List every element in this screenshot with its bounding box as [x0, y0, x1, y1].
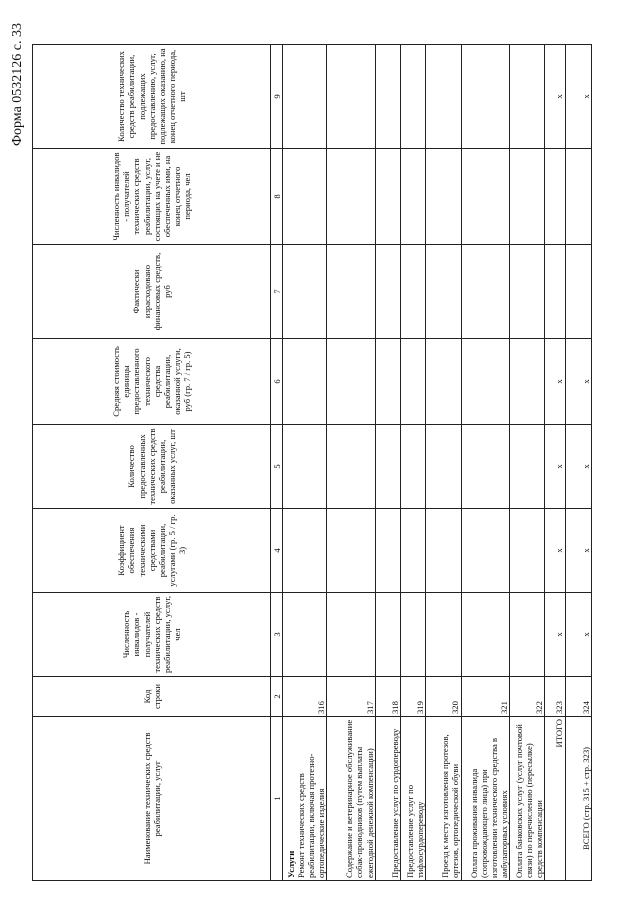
row-code: 318	[375, 677, 400, 717]
table-cell	[400, 45, 425, 149]
table-row	[426, 45, 461, 881]
table-cell	[565, 245, 591, 339]
table-cell	[282, 425, 326, 509]
table-cell	[282, 245, 326, 339]
table-cell: x	[565, 509, 591, 593]
column-number: 9	[271, 45, 282, 149]
table-cell	[375, 425, 400, 509]
row-code: 317	[327, 677, 376, 717]
table-cell	[510, 593, 545, 677]
table-cell: x	[545, 509, 565, 593]
table-cell	[327, 149, 376, 245]
row-name: Проезд к месту изготовления протезов, ортезов, ортопедической обуви	[440, 734, 461, 878]
table-cell: x	[565, 339, 591, 425]
row-code: 323	[545, 677, 565, 717]
table-cell	[400, 593, 425, 677]
table-cell: x	[545, 425, 565, 509]
column-number: 1	[271, 717, 282, 881]
table-cell	[375, 339, 400, 425]
table-row	[400, 45, 425, 881]
column-number: 8	[271, 149, 282, 245]
table-row	[510, 45, 545, 881]
table-cell: x	[545, 593, 565, 677]
header-cell: Количество предоставленных технических средств реабилитации, оказанных услуг, шт	[33, 425, 271, 509]
table-cell	[400, 339, 425, 425]
row-name: Содержание и ветеринарное обслуживание собак-проводников (путем выплаты ежегодной денежной компенсации)	[344, 719, 375, 878]
table-cell	[426, 245, 461, 339]
table-cell	[461, 245, 510, 339]
table-cell	[426, 149, 461, 245]
table-cell	[510, 509, 545, 593]
header-cell: Средняя стоимость единицы предоставленного технического средства реабилитации, оказанной услуги, руб (гр. 7 / гр. 5)	[33, 339, 271, 425]
table-cell	[426, 593, 461, 677]
table-cell	[461, 45, 510, 149]
total-row-name: ИТОГО	[545, 717, 565, 881]
table-cell	[400, 509, 425, 593]
table-cell	[282, 509, 326, 593]
table-cell	[461, 509, 510, 593]
table-cell	[400, 149, 425, 245]
table-cell	[327, 593, 376, 677]
header-cell: Численность инвалидов - получателей технических средств реабилитации, услуг, состоящих на учете и не обеспеченных ими, на конец отчетного периода, чел	[33, 149, 271, 245]
table-cell	[375, 509, 400, 593]
table-cell	[426, 339, 461, 425]
column-number: 4	[271, 509, 282, 593]
table-row	[327, 45, 376, 881]
header-row	[33, 45, 271, 881]
row-name: Ремонт технических средств реабилитации, включая протезно-ортопедические изделия	[295, 753, 327, 878]
table-cell	[375, 45, 400, 149]
table-cell	[426, 45, 461, 149]
row-name-cell	[400, 717, 425, 881]
table-cell: x	[545, 339, 565, 425]
table-cell	[545, 149, 565, 245]
table-cell	[282, 149, 326, 245]
header-cell: Фактически израсходовано финансовых средств, руб	[33, 245, 271, 339]
row-name-cell	[327, 717, 376, 881]
column-number: 5	[271, 425, 282, 509]
table-row	[461, 45, 510, 881]
total-row-name: ВСЕГО (стр. 315 + стр. 323)	[565, 717, 591, 881]
header-cell: Коэффициент обеспечения техническими средствами реабилитации, услугами (гр. 5 / гр. 3)	[33, 509, 271, 593]
table-cell	[426, 509, 461, 593]
table-cell	[461, 149, 510, 245]
table-cell	[461, 339, 510, 425]
table-cell	[375, 593, 400, 677]
column-number: 3	[271, 593, 282, 677]
table-cell	[510, 45, 545, 149]
table-cell	[510, 245, 545, 339]
header-cell: Наименование технических средств реабилитации, услуг	[33, 717, 271, 881]
table-cell	[426, 425, 461, 509]
table-row	[375, 45, 400, 881]
table-cell	[510, 425, 545, 509]
row-name-cell	[510, 717, 545, 881]
table-cell: x	[565, 593, 591, 677]
table-cell	[282, 339, 326, 425]
row-code: 324	[565, 677, 591, 717]
column-numbers-row	[271, 45, 282, 881]
table-cell	[327, 339, 376, 425]
table-cell: x	[565, 425, 591, 509]
header-cell: Численность инвалидов - получателей технических средств реабилитации, услуг, чел	[33, 593, 271, 677]
table-cell	[461, 425, 510, 509]
section-title: Услуги	[285, 850, 296, 878]
table-cell	[565, 149, 591, 245]
table-cell	[510, 149, 545, 245]
table-cell	[510, 339, 545, 425]
table-cell	[400, 425, 425, 509]
row-name: Оплата проживания инвалида (сопровождающего лица) при изготовлении технического средства в амбулаторных условиях	[468, 737, 509, 878]
data-table	[32, 44, 592, 881]
table-cell	[545, 245, 565, 339]
table-cell	[375, 245, 400, 339]
header-cell: Код строки	[33, 677, 271, 717]
row-name-cell	[461, 717, 510, 881]
table-cell: x	[545, 45, 565, 149]
table-row	[282, 45, 326, 881]
table-cell	[461, 593, 510, 677]
row-name-cell	[282, 717, 326, 881]
row-code: 316	[282, 677, 326, 717]
row-code: 321	[461, 677, 510, 717]
row-name: Оплата банковских услуг (услуг почтовой связи) по перечислению (пересылке) средств компенсации	[514, 724, 545, 878]
table-cell	[282, 593, 326, 677]
total-row	[545, 45, 565, 881]
column-number: 2	[271, 677, 282, 717]
table-cell	[282, 45, 326, 149]
header-cell: Количество технических средств реабилитации, подлежащих предоставлению, услуг, подлежащих оказанию, на конец отчетного периода, шт	[33, 45, 271, 149]
row-name-cell	[426, 717, 461, 881]
row-code: 322	[510, 677, 545, 717]
column-number: 7	[271, 245, 282, 339]
row-name-cell	[375, 717, 400, 881]
table-cell	[375, 149, 400, 245]
table-cell	[400, 245, 425, 339]
table-cell	[327, 425, 376, 509]
total-row	[565, 45, 591, 881]
row-name: Предоставление услуг по тифлосурдопереводу	[404, 784, 426, 878]
row-code: 320	[426, 677, 461, 717]
table-cell: x	[565, 45, 591, 149]
column-number: 6	[271, 339, 282, 425]
table-cell	[327, 245, 376, 339]
table-body	[282, 45, 591, 881]
table-cell	[327, 509, 376, 593]
row-name: Предоставление услуг по сурдопереводу	[389, 728, 400, 878]
form-number-label: Форма 0532126 с. 33	[10, 23, 25, 147]
row-code: 319	[400, 677, 425, 717]
table-cell	[327, 45, 376, 149]
